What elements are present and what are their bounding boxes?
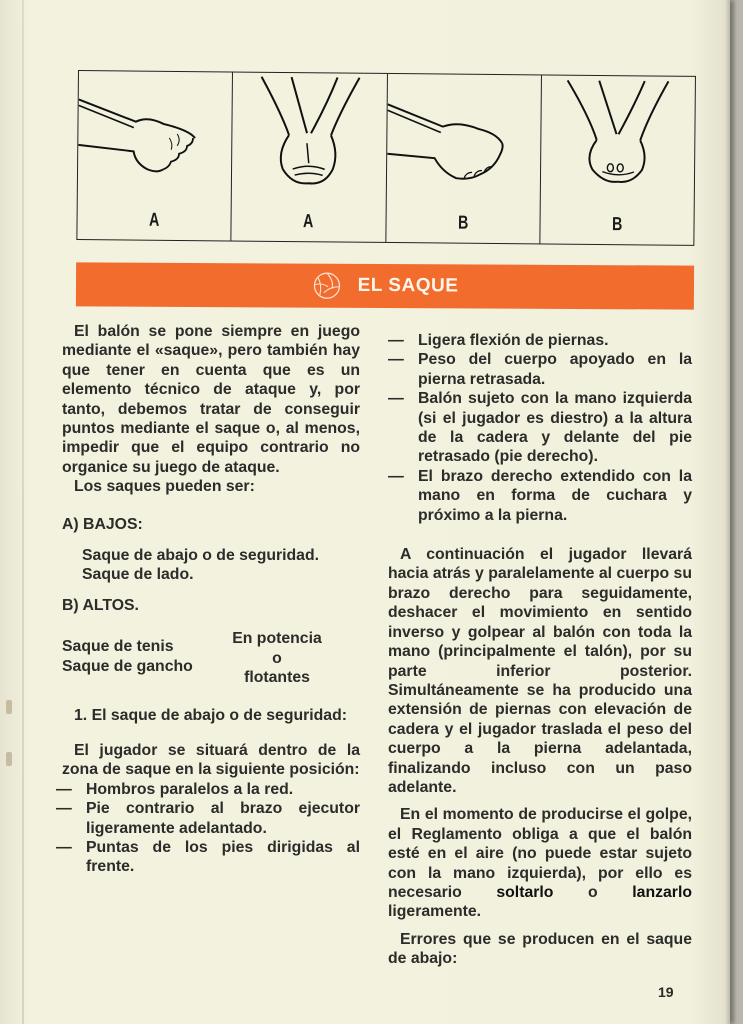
rule-paragraph	[388, 805, 692, 921]
position-item-text: Hombros paralelos a la red.	[86, 780, 294, 798]
side-hand-cupped-illustration	[78, 71, 232, 197]
intro-paragraph: El balón se pone siempre en juego mediante el «saque», pero también hay que tener en cuenta que es un elemento técnico de ataque y, por tanto, debemos tratar de conseguir puntos mediante el saque o, al menos, impedir que el equipo contrario no organice su juego de ataque.	[62, 323, 360, 476]
dash-bullet: —	[56, 780, 72, 798]
dash-bullet: —	[388, 390, 404, 408]
position-item-text: Balón sujeto con la mano izquierda (si el jugador es diestro) a la altura de la cadera y delante del pie retrasado (pie derecho).	[418, 390, 692, 466]
list-item: Saque de gancho	[62, 657, 193, 675]
position-item	[56, 838, 360, 877]
rule-text: En el momento de producirse el golpe, el Reglamento obliga a que el balón esté en el aire (no puede estar sujeto con la mano izquierda), por ello es necesario	[388, 806, 692, 901]
position-item-text: El brazo derecho extendido con la mano en forma de cuchara y próximo a la pierna.	[418, 467, 692, 524]
page-fold	[22, 0, 24, 1024]
rule-text: o	[553, 883, 633, 901]
position-item-text: Pie contrario al brazo ejecutor ligeramente adelantado.	[86, 800, 360, 837]
dash-bullet: —	[56, 838, 72, 856]
figure-panel	[540, 75, 695, 244]
figure-panel	[232, 72, 388, 241]
position-item	[388, 350, 692, 389]
dash-bullet: —	[388, 332, 404, 349]
figure-label: B	[457, 212, 468, 234]
binding-mark	[6, 752, 12, 766]
section-b-heading: B) ALTOS.	[62, 596, 139, 614]
dash-bullet: —	[56, 800, 72, 818]
binding-mark	[6, 700, 12, 714]
section-a-heading: A) BAJOS:	[62, 515, 143, 533]
list-item: Saque de abajo o de seguridad.	[82, 547, 320, 565]
section-title: EL SAQUE	[357, 274, 459, 297]
mode-item: En potencia	[232, 630, 322, 648]
mode-item: flotantes	[244, 669, 310, 687]
technique-paragraph: A continuación el jugador llevará hacia atrás y paralelamente al cuerpo su brazo derecho para seguidamente, deshacer el movimiento en sentido inverso y golpear al balón con toda la mano (principalmente el talón), por su parte inferior posterior. Simultáneamente se ha producido una extensión de piernas con elevación de cadera y el jugador traslada el peso del cuerpo a la pierna adelantada, finalizando incluso con un paso adelante.	[388, 546, 692, 796]
position-item-text: Puntas de los pies dirigidas al frente.	[86, 838, 360, 876]
types-intro: Los saques pueden ser:	[74, 478, 255, 496]
position-intro: El jugador se situará dentro de la zona de saque en la siguiente posición:	[62, 741, 360, 779]
section-a-list	[62, 546, 360, 585]
figure-panel	[77, 71, 233, 240]
page-number: 19	[658, 984, 674, 1000]
left-column	[56, 322, 360, 877]
section-b-list	[62, 629, 360, 687]
position-item	[56, 799, 360, 838]
position-item	[388, 331, 692, 350]
volleyball-icon	[312, 271, 342, 301]
errors-intro: Errores que se producen en el saque de abajo:	[388, 930, 692, 968]
front-hands-cupped-illustration	[541, 75, 695, 201]
list-item: Saque de lado.	[82, 566, 194, 584]
figure-label: B	[611, 214, 623, 236]
side-hand-fist-illustration	[386, 74, 540, 200]
dash-bullet: —	[388, 467, 404, 485]
front-hands-joined-illustration	[232, 72, 386, 198]
mode-item: o	[272, 649, 282, 667]
position-item-text: Ligera flexión de piernas.	[418, 332, 609, 349]
rule-text: ligeramente.	[388, 903, 482, 921]
emphasis-soltarlo: soltarlo	[496, 883, 554, 901]
right-column	[388, 331, 692, 969]
figure-label: A	[148, 209, 160, 231]
subsection-heading: 1. El saque de abajo o de seguridad:	[74, 706, 348, 724]
position-item-text: Peso del cuerpo apoyado en la pierna retrasada.	[418, 351, 692, 388]
emphasis-lanzarlo: lanzarlo	[632, 883, 692, 901]
figure-label: A	[303, 211, 314, 233]
serve-types	[62, 629, 222, 687]
position-item	[56, 780, 360, 799]
list-item: Saque de tenis	[62, 638, 174, 656]
dash-bullet: —	[388, 351, 404, 369]
serve-modes	[222, 629, 332, 687]
position-item	[388, 467, 692, 525]
figure-panel	[386, 74, 542, 243]
hand-position-figures	[76, 70, 696, 246]
position-item	[388, 389, 692, 467]
section-banner	[76, 262, 694, 309]
